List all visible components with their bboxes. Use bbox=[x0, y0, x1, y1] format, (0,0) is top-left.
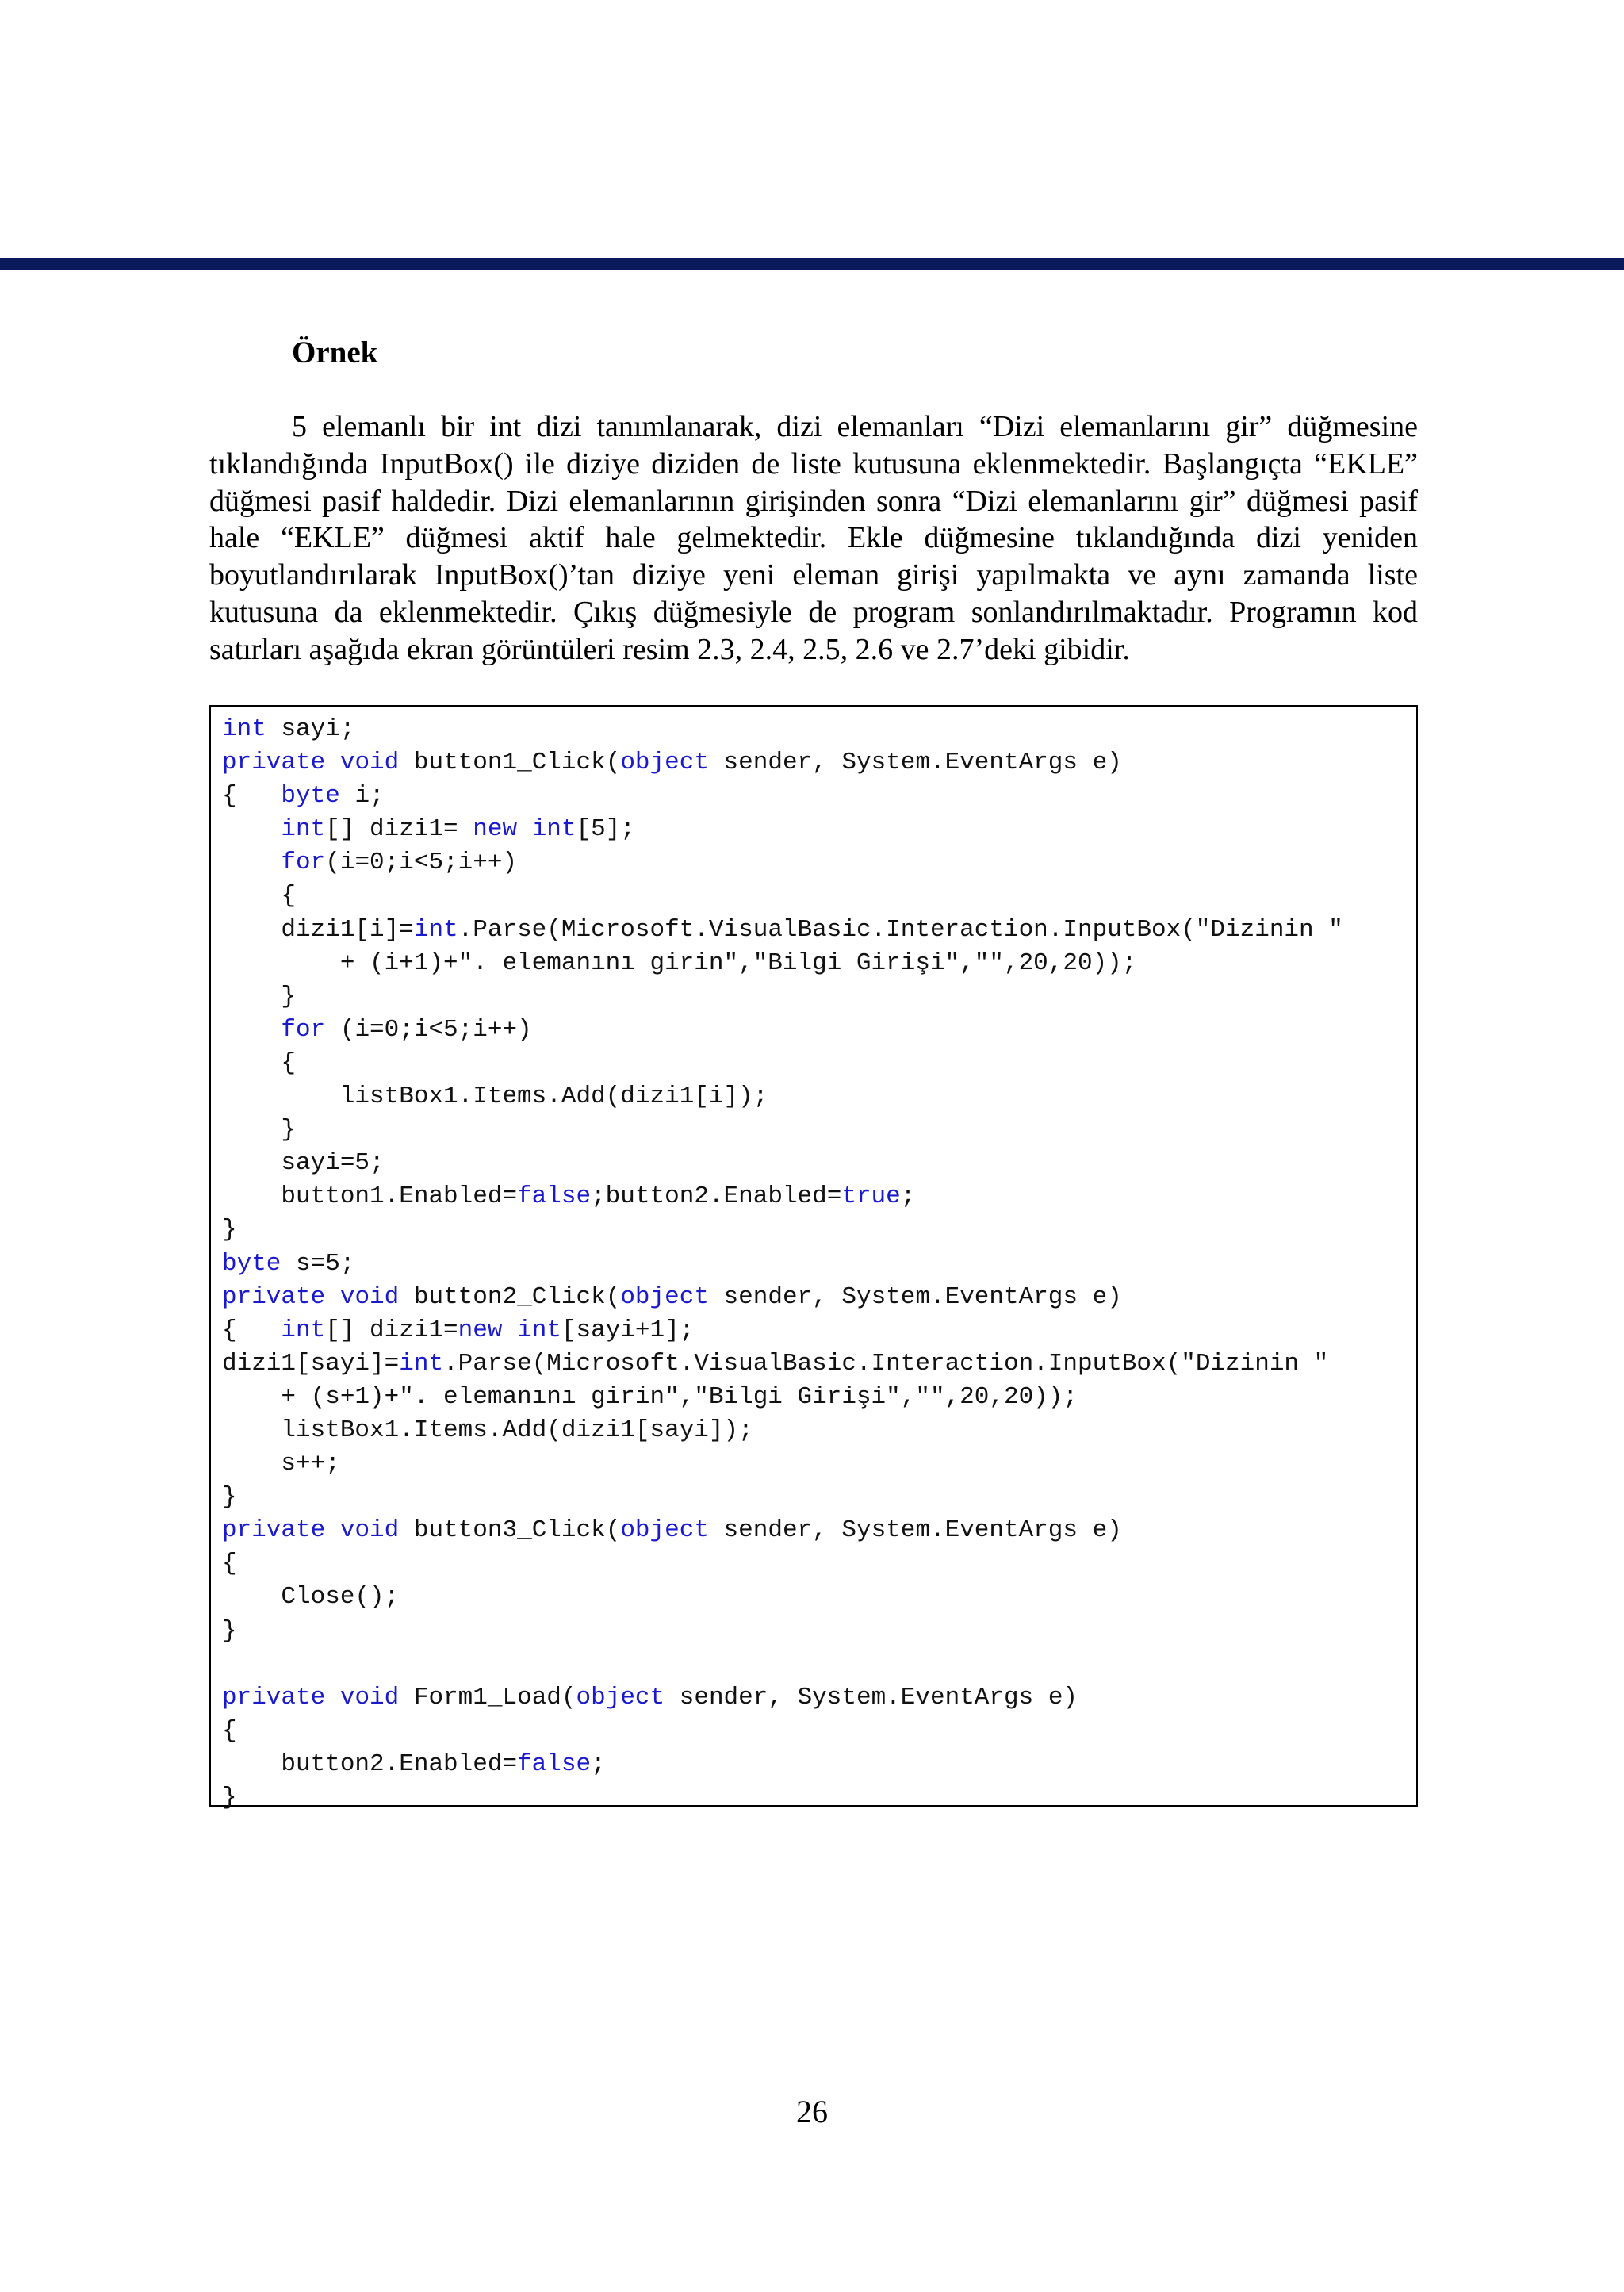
code-text bbox=[325, 1283, 340, 1311]
code-text: s=5; bbox=[281, 1249, 355, 1278]
code-line bbox=[222, 1047, 1416, 1080]
code-line bbox=[222, 980, 1416, 1014]
code-text: button1.Enabled= bbox=[222, 1182, 518, 1211]
code-text: dizi1[sayi]= bbox=[222, 1349, 400, 1378]
code-text: listBox1.Items.Add(dizi1[i]); bbox=[222, 1083, 768, 1111]
code-text: } bbox=[222, 1616, 237, 1645]
code-text: dizi1[i]= bbox=[222, 915, 414, 944]
code-line bbox=[222, 1347, 1416, 1381]
code-line bbox=[222, 1381, 1416, 1414]
code-text: { bbox=[222, 1550, 237, 1578]
code-text bbox=[222, 849, 281, 876]
section-heading: Örnek bbox=[292, 335, 378, 370]
code-text bbox=[325, 1684, 340, 1711]
code-text: { bbox=[222, 782, 282, 811]
code-text bbox=[325, 749, 340, 776]
code-line bbox=[222, 1514, 1416, 1547]
code-text: ; bbox=[591, 1750, 606, 1778]
code-keyword: int bbox=[399, 1349, 444, 1378]
code-text: } bbox=[222, 1216, 237, 1244]
code-line bbox=[222, 713, 1416, 746]
code-line bbox=[222, 1748, 1416, 1781]
code-line bbox=[222, 947, 1416, 980]
code-line bbox=[222, 1481, 1416, 1514]
code-text: } bbox=[222, 982, 297, 1010]
code-line bbox=[222, 1715, 1416, 1748]
top-rule bbox=[0, 258, 1624, 270]
code-text: + (s+1)+". elemanını girin","Bilgi Girişi","",20,20)); bbox=[222, 1382, 1078, 1411]
code-line bbox=[222, 914, 1416, 947]
code-keyword: object bbox=[620, 1516, 709, 1545]
code-text: sender, System.EventArgs e) bbox=[708, 1516, 1122, 1545]
code-text: sender, System.EventArgs e) bbox=[708, 1282, 1122, 1311]
code-text: listBox1.Items.Add(dizi1[sayi]); bbox=[222, 1416, 753, 1444]
code-keyword: false bbox=[517, 1182, 592, 1211]
body-paragraph: 5 elemanlı bir int dizi tanımlanarak, dizi elemanları “Dizi elemanlarını gir” düğmesine tıklandığında InputBox() ile diziye diziden de liste kutusuna eklenmektedir. Başlangıçta “EKLE” düğmesi pasif haldedir. Dizi elemanlarının girişinden sonra “Dizi elemanlarını gir” düğmesi pasif hale “EKLE” düğmesi aktif hale gelmektedir. Ekle düğmesine tıklandığında dizi yeniden boyutlandırılarak InputBox()’tan diziye yeni eleman girişi yapılmakta ve aynı zamanda liste kutusuna da eklenmektedir. Çıkış düğmesiyle de program sonlandırılmaktadır. Programın kod satırları aşağıda ekran görüntüleri resim 2.3, 2.4, 2.5, 2.6 ve 2.7’deki gibidir. bbox=[209, 410, 1418, 666]
code-line bbox=[222, 1213, 1416, 1247]
code-line bbox=[222, 1581, 1416, 1614]
code-text: sender, System.EventArgs e) bbox=[665, 1683, 1078, 1711]
code-text: button3_Click( bbox=[399, 1516, 621, 1545]
code-line bbox=[222, 813, 1416, 846]
code-keyword: private bbox=[222, 1683, 326, 1711]
code-text: [5]; bbox=[576, 815, 635, 844]
code-text: button2_Click( bbox=[399, 1282, 621, 1311]
code-line bbox=[222, 746, 1416, 780]
code-line bbox=[222, 1080, 1416, 1113]
code-keyword: false bbox=[517, 1750, 592, 1778]
code-text: button2.Enabled= bbox=[222, 1750, 518, 1778]
code-keyword: object bbox=[576, 1683, 665, 1711]
code-text bbox=[222, 815, 281, 843]
code-line bbox=[222, 1147, 1416, 1180]
code-keyword: void bbox=[339, 749, 400, 777]
code-text bbox=[222, 1016, 281, 1044]
code-keyword: for bbox=[281, 1015, 326, 1044]
code-keyword: private bbox=[222, 1282, 326, 1311]
code-line bbox=[222, 1180, 1416, 1213]
code-line bbox=[222, 1681, 1416, 1715]
code-keyword: object bbox=[620, 749, 709, 777]
code-text: { bbox=[222, 1048, 297, 1077]
code-text: Close(); bbox=[222, 1583, 400, 1612]
code-text: [] dizi1= bbox=[325, 815, 473, 844]
code-keyword: true bbox=[841, 1182, 901, 1211]
code-keyword: void bbox=[339, 1683, 400, 1711]
code-text: { bbox=[222, 1716, 237, 1745]
code-text: sender, System.EventArgs e) bbox=[708, 749, 1122, 777]
code-line bbox=[222, 1447, 1416, 1481]
code-line bbox=[222, 1648, 1416, 1681]
code-keyword: object bbox=[620, 1282, 709, 1311]
code-text: ;button2.Enabled= bbox=[591, 1182, 842, 1211]
code-keyword: void bbox=[339, 1516, 400, 1545]
code-text: (i=0;i<5;i++) bbox=[325, 1015, 532, 1044]
code-line bbox=[222, 780, 1416, 813]
code-text: .Parse(Microsoft.VisualBasic.Interaction.InputBox("Dizinin " bbox=[443, 1349, 1329, 1378]
code-text bbox=[325, 1516, 340, 1544]
code-line bbox=[222, 1414, 1416, 1447]
code-text: (i=0;i<5;i++) bbox=[325, 849, 518, 877]
code-keyword: private bbox=[222, 1516, 326, 1545]
code-text: ; bbox=[900, 1182, 916, 1211]
code-text: } bbox=[222, 1116, 297, 1144]
code-keyword: int bbox=[413, 915, 458, 944]
page-number: 26 bbox=[796, 2094, 828, 2129]
code-line bbox=[222, 1615, 1416, 1648]
code-keyword: int bbox=[222, 715, 266, 743]
code-line bbox=[222, 1113, 1416, 1147]
code-line bbox=[222, 1781, 1416, 1815]
code-text: + (i+1)+". elemanını girin","Bilgi Girişi","",20,20)); bbox=[222, 949, 1137, 977]
code-keyword: new bbox=[473, 815, 518, 844]
code-line bbox=[222, 846, 1416, 880]
code-text: sayi=5; bbox=[222, 1149, 385, 1178]
code-keyword: byte bbox=[222, 1249, 282, 1278]
code-line bbox=[222, 1314, 1416, 1347]
code-text: s++; bbox=[222, 1450, 340, 1478]
code-line bbox=[222, 1014, 1416, 1047]
code-keyword: int bbox=[517, 1316, 561, 1344]
code-text: Form1_Load( bbox=[399, 1683, 576, 1711]
code-line bbox=[222, 1248, 1416, 1281]
code-text: [] dizi1= bbox=[325, 1316, 458, 1344]
code-keyword: int bbox=[281, 1316, 326, 1344]
code-text: { bbox=[222, 882, 297, 910]
code-line bbox=[222, 1281, 1416, 1314]
code-keyword: int bbox=[531, 815, 576, 844]
code-line bbox=[222, 1547, 1416, 1581]
code-keyword: for bbox=[281, 849, 326, 877]
code-text bbox=[502, 1317, 517, 1344]
code-keyword: private bbox=[222, 749, 326, 777]
code-text: sayi; bbox=[266, 715, 355, 743]
code-line bbox=[222, 880, 1416, 913]
code-text: i; bbox=[339, 782, 385, 811]
code-keyword: byte bbox=[281, 782, 340, 811]
code-text: { bbox=[222, 1316, 282, 1344]
code-keyword: new bbox=[458, 1316, 503, 1344]
code-text: button1_Click( bbox=[399, 749, 621, 777]
code-listing bbox=[209, 705, 1418, 1811]
code-text: [sayi+1]; bbox=[561, 1316, 695, 1344]
code-text: .Parse(Microsoft.VisualBasic.Interaction.InputBox("Dizinin " bbox=[458, 915, 1343, 944]
code-keyword: void bbox=[339, 1282, 400, 1311]
code-text bbox=[517, 815, 532, 843]
code-keyword: int bbox=[281, 815, 326, 844]
code-text: } bbox=[222, 1784, 237, 1811]
code-text: } bbox=[222, 1483, 237, 1512]
